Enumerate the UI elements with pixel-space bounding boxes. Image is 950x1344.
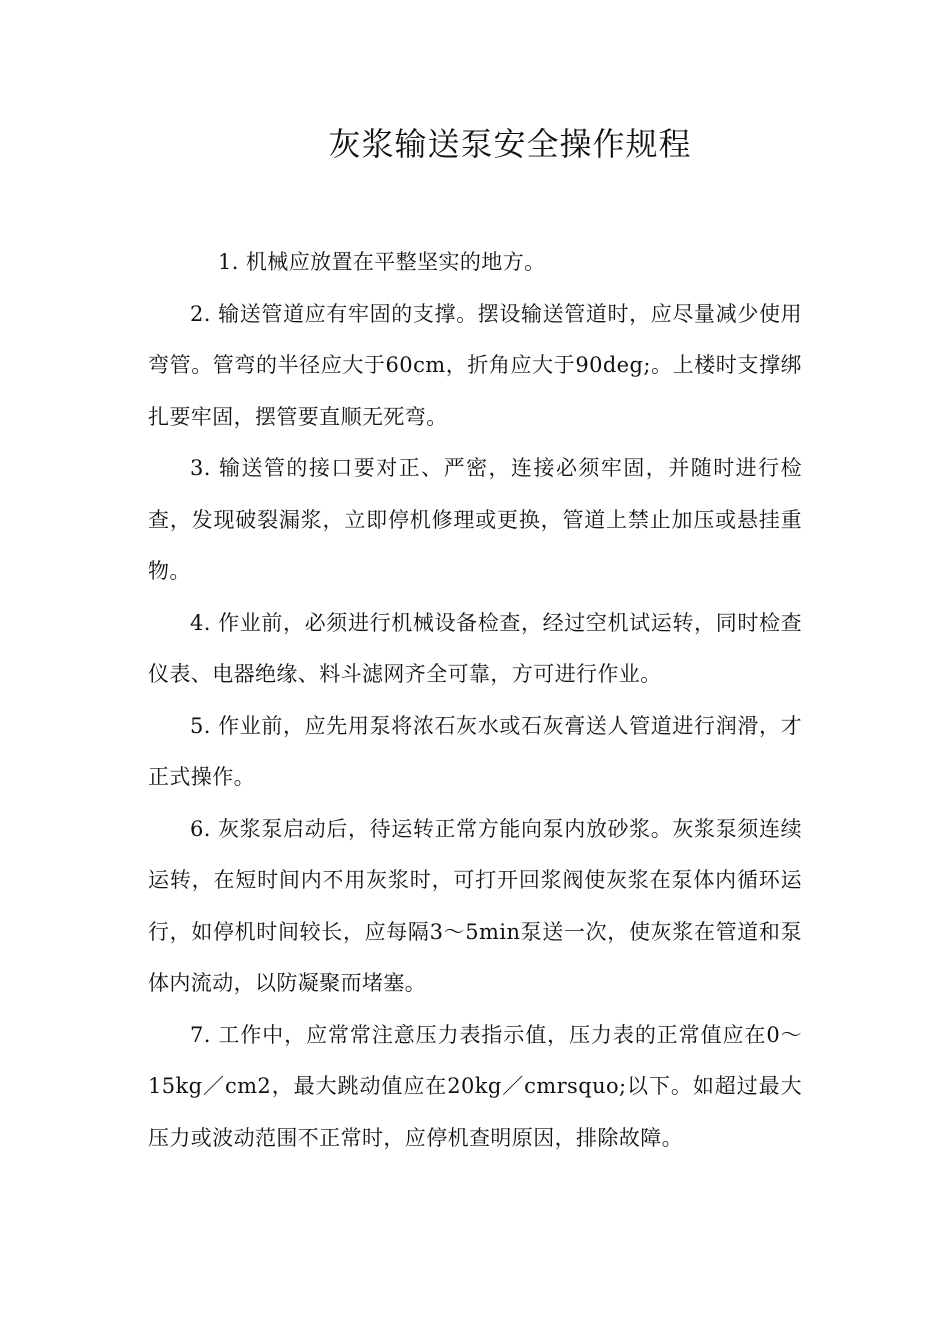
document-title: 灰浆输送泵安全操作规程 (328, 125, 692, 163)
document-body (148, 237, 802, 1164)
paragraph-5: 5. 作业前，应先用泵将浓石灰水或石灰膏送人管道进行润滑，才正式操作。 (148, 713, 802, 789)
paragraph-4: 4. 作业前，必须进行机械设备检查，经过空机试运转，同时检查仪表、电器绝缘、料斗滤网齐全可靠，方可进行作业。 (148, 610, 802, 686)
paragraph-3: 3. 输送管的接口要对正、严密，连接必须牢固，并随时进行检查，发现破裂漏浆，立即停机修理或更换，管道上禁止加压或悬挂重物。 (148, 456, 802, 583)
paragraph-7: 7. 工作中，应常常注意压力表指示值，压力表的正常值应在0～15kg／cm2，最大跳动值应在20kg／cmrsquo;以下。如超过最大压力或波动范围不正常时，应停机查明原因，排除故障。 (148, 1022, 802, 1150)
paragraph-2: 2. 输送管道应有牢固的支撑。摆设输送管道时，应尽量减少使用弯管。管弯的半径应大于60cm，折角应大于90deg;。上楼时支撑绑扎要牢固，摆管要直顺无死弯。 (148, 301, 802, 429)
paragraph-1: 1. 机械应放置在平整坚实的地方。 (218, 250, 546, 274)
paragraph-6: 6. 灰浆泵启动后，待运转正常方能向泵内放砂浆。灰浆泵须连续运转，在短时间内不用灰浆时，可打开回浆阀使灰浆在泵体内循环运行，如停机时间较长，应每隔3～5min泵送一次，使灰浆在管道和泵体内流动，以防凝聚而堵塞。 (148, 816, 802, 995)
